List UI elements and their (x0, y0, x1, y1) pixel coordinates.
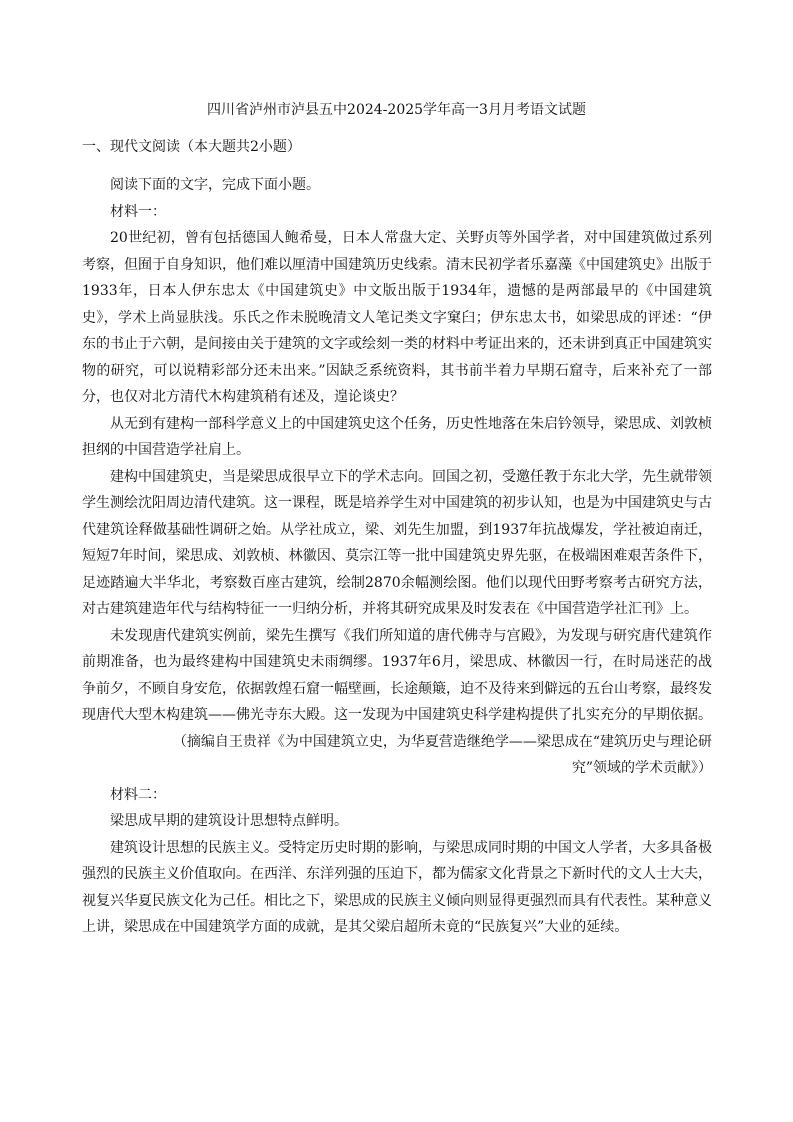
material-one-paragraph-2: 从无到有建构一部科学意义上的中国建筑史这个任务，历史性地落在朱启钤领导，梁思成、刘敦桢担纲的中国营造学社肩上。 (82, 415, 712, 458)
material-two-intro: 梁思成早期的建筑设计思想特点鲜明。 (110, 813, 348, 829)
reading-passage (82, 172, 712, 941)
section-heading: 一、现代文阅读（本大题共2小题） (82, 139, 301, 155)
material-one-label: 材料一： (110, 203, 166, 220)
material-one-source: （摘编自王贵祥《为中国建筑立史，为华夏营造继绝学——梁思成在“建筑历史与理论研究”领域的学术贡献》） (172, 733, 712, 776)
material-one-paragraph-1: 20世纪初，曾有包括德国人鲍希曼，日本人常盘大定、关野贞等外国学者，对中国建筑做过系列考察，但囿于自身知识，他们难以厘清中国建筑历史线索。清末民初学者乐嘉藻《中国建筑史》出版于1933年，日本人伊东忠太《中国建筑史》中文版出版于1934年，遗憾的是两部最早的《中国建筑史》，学术上尚显肤浅。乐氏之作未脱晚清文人笔记类文字窠臼；伊东忠太书，如梁思成的评述：“伊东的书止于六朝，是间接由关于建筑的文字或绘刻一类的材料中考证出来的，还未讲到真正中国建筑实物的研究，可以说精彩部分还未出来。”因缺乏系统资料，其书前半着力早期石窟寺，后来补充了一部分，也仅对北方清代木构建筑稍有述及，遑论谈史？ (82, 230, 712, 405)
material-one-paragraph-4: 未发现唐代建筑实例前，梁先生撰写《我们所知道的唐代佛寺与宫殿》，为发现与研究唐代建筑作前期准备，也为最终建构中国建筑史未雨绸缪。1937年6月，梁思成、林徽因一行，在时局迷茫的战争前夕，不顾自身安危，依据敦煌石窟一幅壁画，长途颠簸，迫不及待来到僻远的五台山考察，最终发现唐代大型木构建筑——佛光寺东大殿。这一发现为中国建筑史科学建构提供了扎实充分的早期依据。 (82, 627, 712, 723)
material-one-paragraph-3: 建构中国建筑史，当是梁思成很早立下的学术志向。回国之初，受邀任教于东北大学，先生就带领学生测绘沈阳周边清代建筑。这一课程，既是培养学生对中国建筑的初步认知，也是为中国建筑史与古代建筑诠释做基础性调研之始。从学社成立，梁、刘先生加盟，到1937年抗战爆发，学社被迫南迁，短短7年时间，梁思成、刘敦桢、林徽因、莫宗江等一批中国建筑史界先驱，在极端困难艰苦条件下，足迹踏遍大半华北，考察数百座古建筑，绘制2870余幅测绘图。他们以现代田野考察考古研究方法，对古建筑建造年代与结构特征一一归纳分析，并将其研究成果及时发表在《中国营造学社汇刊》上。 (82, 468, 712, 617)
instruction-text: 阅读下面的文字，完成下面小题。 (110, 177, 320, 193)
material-two-paragraph-1: 建筑设计思想的民族主义。受特定历史时期的影响，与梁思成同时期的中国文人学者，大多具备极强烈的民族主义价值取向。在西洋、东洋列强的压迫下，都为儒家文化背景之下新时代的文人士大夫，视复兴华夏民族文化为己任。相比之下，梁思成的民族主义倾向则显得更强烈而具有代表性。某种意义上讲，梁思成在中国建筑学方面的成就，是其父梁启超所未竟的“民族复兴”大业的延续。 (82, 839, 712, 935)
document-title: 四川省泸州市泸县五中2024-2025学年高一3月月考语文试题 (207, 102, 586, 118)
material-two-label: 材料二： (110, 786, 166, 803)
